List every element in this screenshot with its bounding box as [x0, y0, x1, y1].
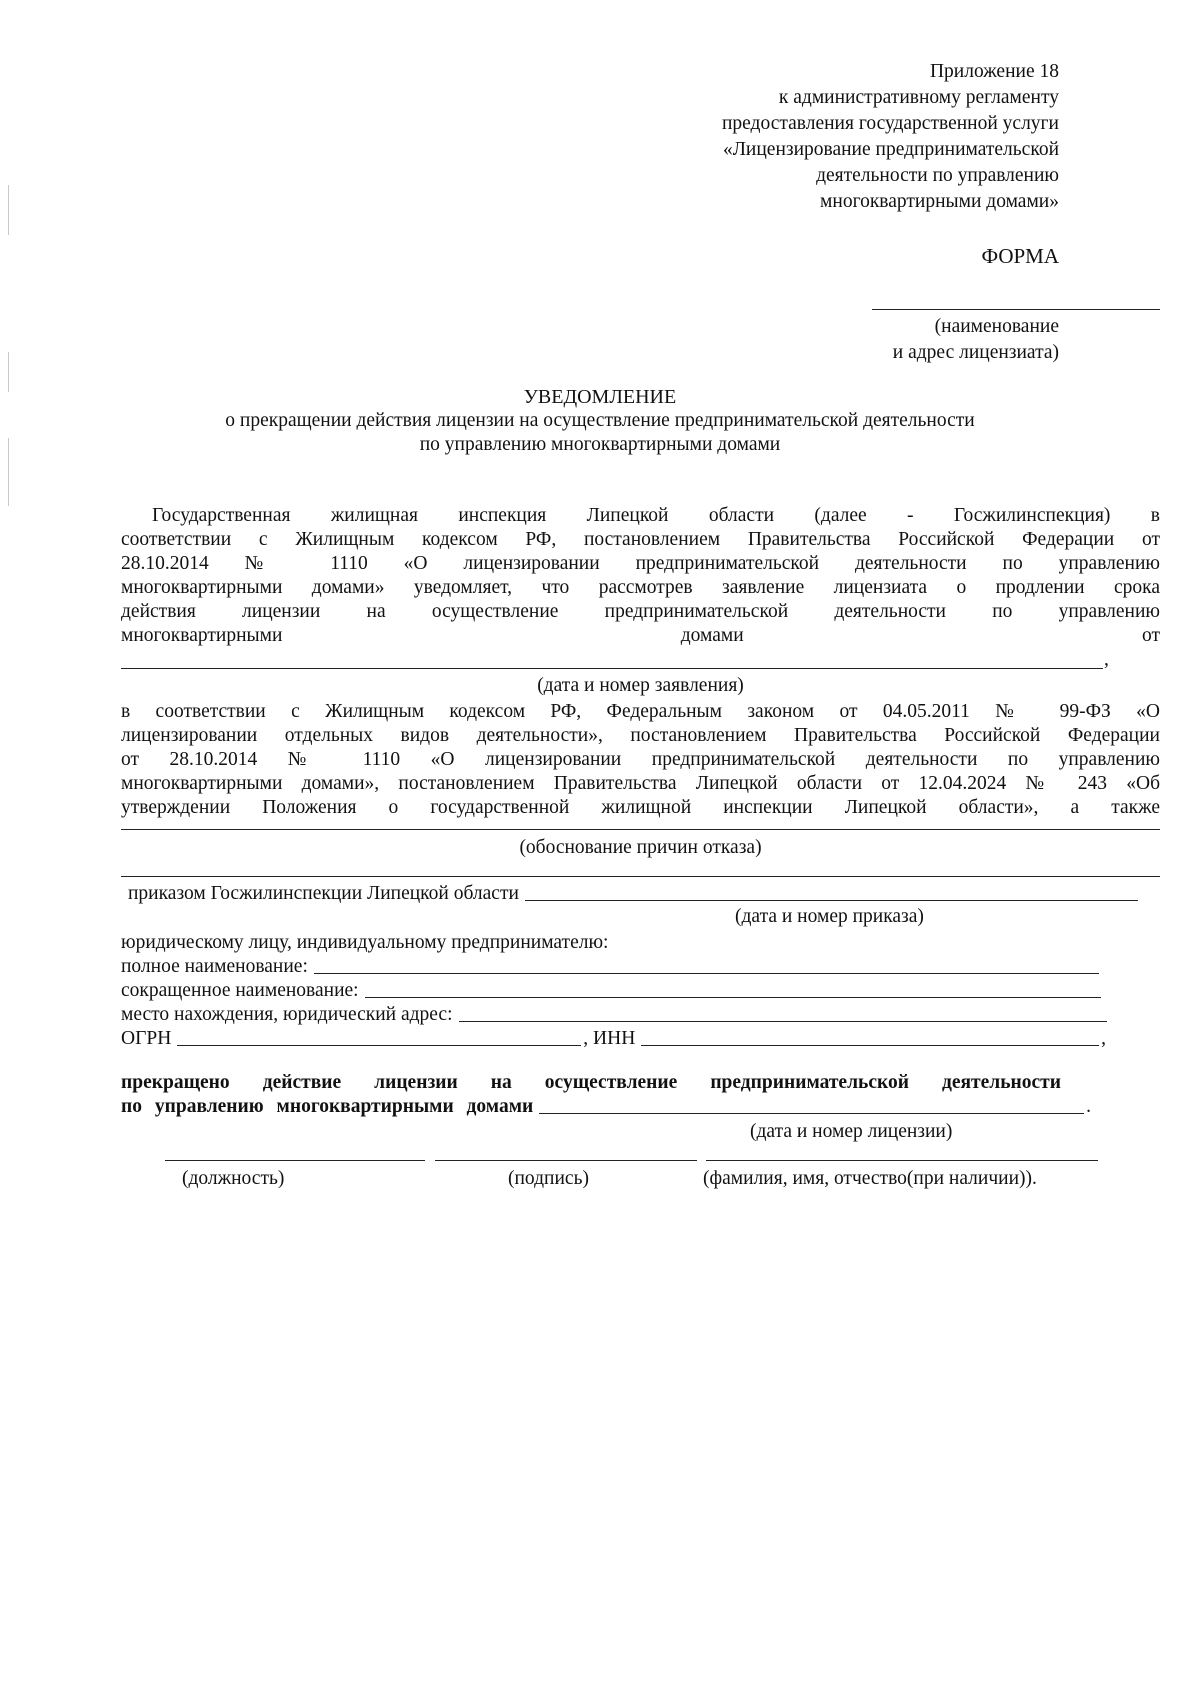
order-caption: (дата и номер приказа) [735, 906, 924, 927]
para1-line-1: Государственная жилищная инспекция Липецкой области (далее - Госжилинспекция) в [152, 505, 1160, 526]
para2-line-2: лицензировании отдельных видов деятельности», постановлением Правительства Российской Федерации [121, 725, 1160, 746]
position-caption: (должность) [182, 1168, 285, 1189]
appendix-line-6: многоквартирными домами» [820, 191, 1059, 212]
reason-line-2 [121, 876, 1160, 877]
ogrn-label: ОГРН [121, 1028, 172, 1049]
name-line [706, 1160, 1098, 1161]
decision-line-2-text: по управлению многоквартирными домами [121, 1096, 534, 1117]
appendix-line-4: «Лицензирование предпринимательской [722, 139, 1059, 160]
license-fill-line [539, 1113, 1084, 1114]
reason-caption: (обоснование причин отказа) [519, 837, 762, 858]
para2-line-1: в соответствии с Жилищным кодексом РФ, Федеральным законом от 04.05.2011 № 99-ФЗ «О [121, 701, 1160, 722]
signature-line [435, 1160, 697, 1161]
document-subtitle-1: о прекращении действия лицензии на осуществление предпринимательской деятельности [225, 410, 975, 431]
para1-line-5: действия лицензии на осуществление предпринимательской деятельности по управлению [121, 601, 1160, 622]
name-caption: (фамилия, имя, отчество(при наличии)). [703, 1168, 1037, 1189]
short-name-label: сокращенное наименование: [121, 980, 359, 1001]
scan-mark [8, 185, 9, 235]
address-label: место нахождения, юридический адрес: [121, 1004, 453, 1025]
license-caption: (дата и номер лицензии) [750, 1121, 953, 1142]
inn-label: , ИНН [583, 1028, 636, 1049]
short-name-fill-line [365, 997, 1101, 998]
order-label: приказом Госжилинспекции Липецкой области [128, 883, 519, 904]
para2-line-4: многоквартирными домами», постановлением Правительства Липецкой области от 12.04.2024 № 243 «Об [121, 773, 1160, 794]
para1-line-4: многоквартирными домами» уведомляет, что рассмотрев заявление лицензиата о продлении срока [121, 577, 1160, 598]
para1-line-3: 28.10.2014 № 1110 «О лицензировании предпринимательской деятельности по управлению [121, 553, 1160, 574]
para1-line-6: многоквартирными домами от [121, 625, 1160, 646]
inn-fill-line [641, 1045, 1099, 1046]
para1-line-2: соответствии с Жилищным кодексом РФ, постановлением Правительства Российской Федерации от [121, 529, 1160, 550]
appendix-line-1: Приложение 18 [929, 61, 1059, 82]
entity-heading: юридическому лицу, индивидуальному предпринимателю: [121, 932, 609, 953]
appendix-line-2: к административному регламенту [778, 87, 1059, 108]
addressee-caption-1: (наименование [934, 316, 1059, 337]
address-fill-line [459, 1021, 1108, 1022]
application-date-line [121, 668, 1103, 669]
decision-line-1: прекращено действие лицензии на осуществление предпринимательской деятельности [121, 1072, 1061, 1093]
addressee-caption-2: и адрес лицензиата) [892, 342, 1059, 363]
para2-line-3: от 28.10.2014 № 1110 «О лицензировании предпринимательской деятельности по управлению [121, 749, 1160, 770]
decision-line-2 [121, 1095, 1091, 1119]
document-subtitle-2: по управлению многоквартирными домами [419, 434, 781, 455]
inn-comma: , [1101, 1028, 1106, 1049]
para2-line-5: утверждении Положения о государственной жилищной инспекции Липецкой области», а также [121, 797, 1160, 818]
form-label: ФОРМА [981, 244, 1059, 268]
order-fill-line [525, 900, 1138, 901]
short-name-row [121, 979, 1103, 1003]
appendix-line-5: деятельности по управлению [816, 165, 1059, 186]
full-name-row [121, 955, 1101, 979]
application-caption: (дата и номер заявления) [537, 675, 744, 696]
full-name-fill-line [314, 973, 1099, 974]
full-name-label: полное наименование: [121, 956, 308, 977]
position-line [165, 1160, 425, 1161]
ogrn-fill-line [177, 1045, 581, 1046]
appendix-line-3: предоставления государственной услуги [721, 113, 1059, 134]
addressee-line [872, 309, 1160, 310]
application-comma: , [1104, 649, 1109, 670]
document-title: УВЕДОМЛЕНИЕ [523, 386, 677, 408]
ogrn-inn-row [121, 1027, 1106, 1051]
reason-line-1 [121, 829, 1160, 830]
address-row [121, 1003, 1109, 1027]
order-row [128, 882, 1140, 906]
signature-caption: (подпись) [508, 1168, 589, 1189]
decision-period: . [1086, 1096, 1091, 1117]
